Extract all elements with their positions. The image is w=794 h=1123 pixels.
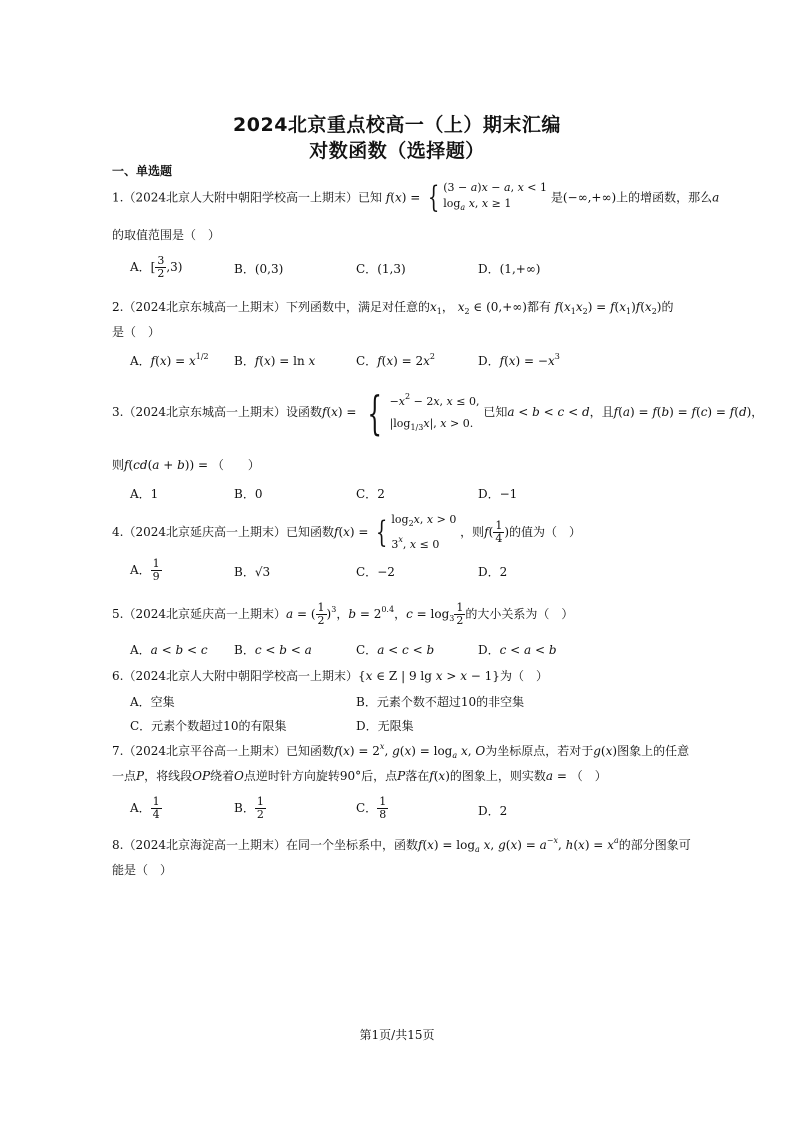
- question-3-cont: 则f(cd(a + b)) = （ ）: [112, 458, 260, 472]
- document-subtitle: 对数函数（选择题）: [309, 140, 485, 162]
- section-heading: 一、单选题: [112, 164, 173, 178]
- q7-option-a: A． $\frac{1}{4}$: [130, 795, 160, 821]
- q4-option-d: D．2: [478, 565, 508, 579]
- q3-option-b: B．0: [234, 487, 263, 501]
- q1-option-c: C．(1,3): [356, 262, 406, 276]
- q2-option-a: A．$f(x) = x^{1/2}$: [130, 352, 209, 368]
- q3-option-a: A．1: [130, 487, 159, 501]
- q6-option-b: B．元素个数不超过10的非空集: [356, 695, 525, 709]
- q6-option-d: D．无限集: [356, 719, 414, 733]
- q5-option-c: C．a < c < b: [356, 643, 435, 657]
- q1-option-b: B．(0,3): [234, 262, 284, 276]
- q5-option-d: D．c < a < b: [478, 643, 557, 657]
- q1-piecewise: (3 − a)x − a, x < 1 $\log_a x$, x ≥ 1: [443, 181, 548, 212]
- question-8: 8.（2024北京海淀高一上期末）在同一个坐标系中，函数$f(x) = \log_a x$, $g(x) = a^{-x}$, $h(x) = x^a$的部分图象可: [112, 836, 691, 854]
- question-7: 7.（2024北京平谷高一上期末）已知函数$f(x) = 2^x$, $g(x) = \log_a x$, O为坐标原点，若对于g(x)图象上的任意: [112, 742, 690, 760]
- question-1: 1.（2024北京人大附中朝阳学校高一上期末）已知 f(x) = { (3 − a)x − a, x < 1 $\log_a x$, x ≥ 1 是(−∞,+∞)上的增函数，那么a: [112, 180, 720, 215]
- q1-option-a: A．[ $\frac{3}{2}$ ,3): [130, 254, 183, 280]
- q6-option-a: A．空集: [130, 695, 175, 709]
- q2-option-d: D．$f(x) = -x^3$: [478, 352, 560, 368]
- q3-option-d: D．−1: [478, 487, 518, 501]
- q5-option-a: A．a < b < c: [130, 643, 208, 657]
- q2-option-c: C．$f(x) = 2x^2$: [356, 352, 435, 368]
- question-2-cont: 是（ ）: [112, 325, 161, 339]
- question-8-cont: 能是（ ）: [112, 863, 173, 877]
- question-6: 6.（2024北京人大附中朝阳学校高一上期末）{x ∈ Z | 9 lg x > x − 1}为（ ）: [112, 669, 548, 683]
- question-3: 3.（2024北京东城高一上期末）设函数f(x) = { $-x^2 - 2x$, x ≤ 0, $|\log_{1/3}x|$, x > 0. 已知a < b < c < d，且f(a) = f(b) = f(c) = f(d)，: [112, 385, 764, 440]
- q6-option-c: C．元素个数超过10的有限集: [130, 719, 287, 733]
- page-footer: 第1页/共15页: [359, 1028, 435, 1042]
- document-title: 2024北京重点校高一（上）期末汇编: [233, 114, 561, 136]
- q1-option-d: D．(1,+∞): [478, 262, 541, 276]
- q7-option-b: B． $\frac{1}{2}$: [234, 795, 264, 821]
- question-5: 5.（2024北京延庆高一上期末）a = ( $\frac{1}{2}$ )$^3$，$b = 2^{0.4}$，$c = \log_3$ $\frac{1}{2}$ 的大小关系为（ ）: [112, 601, 574, 627]
- q2-option-b: B．f(x) = ln x: [234, 354, 316, 368]
- question-7-cont: 一点P，将线段OP绕着O点逆时针方向旋转90°后，点P落在f(x)的图象上，则实数a = （ ）: [112, 769, 607, 783]
- q7-option-c: C． $\frac{1}{8}$: [356, 795, 387, 821]
- question-2: 2.（2024北京东城高一上期末）下列函数中，满足对任意的$x_1$， $x_2$ ∈ (0,+∞)都有 $f(x_1x_2) = f(x_1)f(x_2)$的: [112, 300, 674, 316]
- q4-option-b: B．√3: [234, 565, 271, 579]
- q3-option-c: C．2: [356, 487, 385, 501]
- q4-option-c: C．−2: [356, 565, 395, 579]
- q7-option-d: D．2: [478, 804, 508, 818]
- q5-option-b: B．c < b < a: [234, 643, 312, 657]
- question-1-cont: 的取值范围是（ ）: [112, 228, 221, 242]
- question-4: 4.（2024北京延庆高一上期末）已知函数f(x) = { $\log_2x$, x > 0 3$^x$, x ≤ 0 ，则f( $\frac{1}{4}$ )的值为（ ）: [112, 513, 582, 551]
- q4-option-a: A． $\frac{1}{9}$: [130, 557, 160, 583]
